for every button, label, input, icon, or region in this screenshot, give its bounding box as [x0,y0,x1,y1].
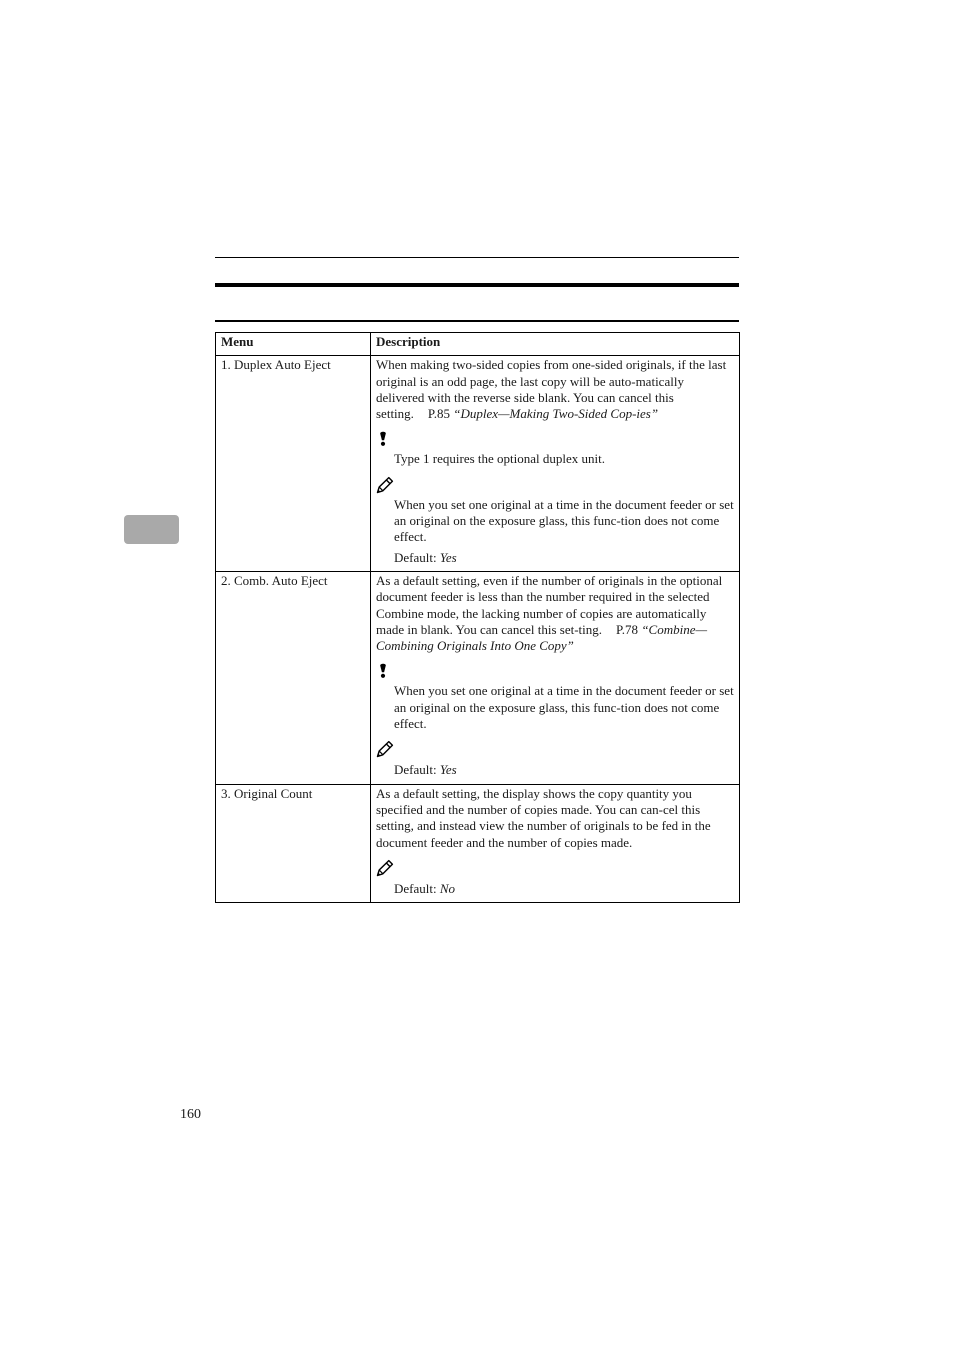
menu-column-header: Menu [216,333,371,356]
page-reference[interactable]: P.85 [427,406,450,422]
important-text: Type 1 requires the optional duplex unit. [394,451,606,467]
description-cell [371,356,740,572]
table-row [216,356,740,572]
pencil-note-icon [376,859,394,877]
description-text: When making two-sided copies from one-sided originals, if the last original is an odd page, the last copy will be auto-matically delivered with the reverse side blank. You can cancel this setting. P.85 “Duplex—Making Two-Sided Cop-ies” [376,357,727,422]
header-rule-thick [215,283,739,287]
table-header-row [216,333,740,356]
chapter-tab-marker [124,515,179,544]
important-text: When you set one original at a time in the document feeder or set an original on the exposure glass, this func-tion does not come effect. [394,683,734,732]
description-column-header: Description [371,333,740,356]
important-icon [376,662,394,680]
pencil-note-icon [376,476,394,494]
description-cell [371,784,740,902]
description-text: As a default setting, even if the number of originals in the optional document feeder is less than the number required in the selected Combine mode, the lacking number of copies are automatically made in blank. You can cancel this set-ting. P.78 “Combine—Combining Originals Into One Copy” [376,572,723,654]
default-value: Yes [439,762,457,778]
note [376,859,734,877]
default-value: Yes [439,549,457,565]
note-text: When you set one original at a time in the document feeder or set an original on the exposure glass, this func-tion does not come effect. [394,496,734,545]
pencil-note-icon [376,740,394,758]
note [376,740,734,758]
page-reference[interactable]: P.78 [616,621,639,637]
header-rule-bottom [215,320,739,322]
table-row [216,784,740,902]
important-note [376,430,734,467]
menu-cell: 2. Comb. Auto Eject [216,571,371,784]
important-note [376,662,734,732]
default-value-line: Default: Yes [394,762,457,778]
reference-title[interactable]: “Combine—Combining Originals Into One Copy” [376,621,708,654]
default-value-line: Default: Yes [394,549,457,565]
description-text: As a default setting, the display shows the copy quantity you specified and the number of copies made. You can can-cel this setting, and instead view the number of originals to be fed in the document feeder and the number of copies made. [376,785,711,850]
page-number: 160 [180,1107,201,1122]
menu-cell: 3. Original Count [216,784,371,902]
default-value: No [439,880,456,896]
header-rule-top [215,257,739,258]
note [376,476,734,546]
settings-table [215,332,740,903]
default-value-line: Default: No [394,880,456,896]
important-icon [376,430,394,448]
table-row [216,571,740,784]
description-cell [371,571,740,784]
menu-cell: 1. Duplex Auto Eject [216,356,371,572]
reference-title[interactable]: “Duplex—Making Two-Sided Cop-ies” [453,406,659,422]
